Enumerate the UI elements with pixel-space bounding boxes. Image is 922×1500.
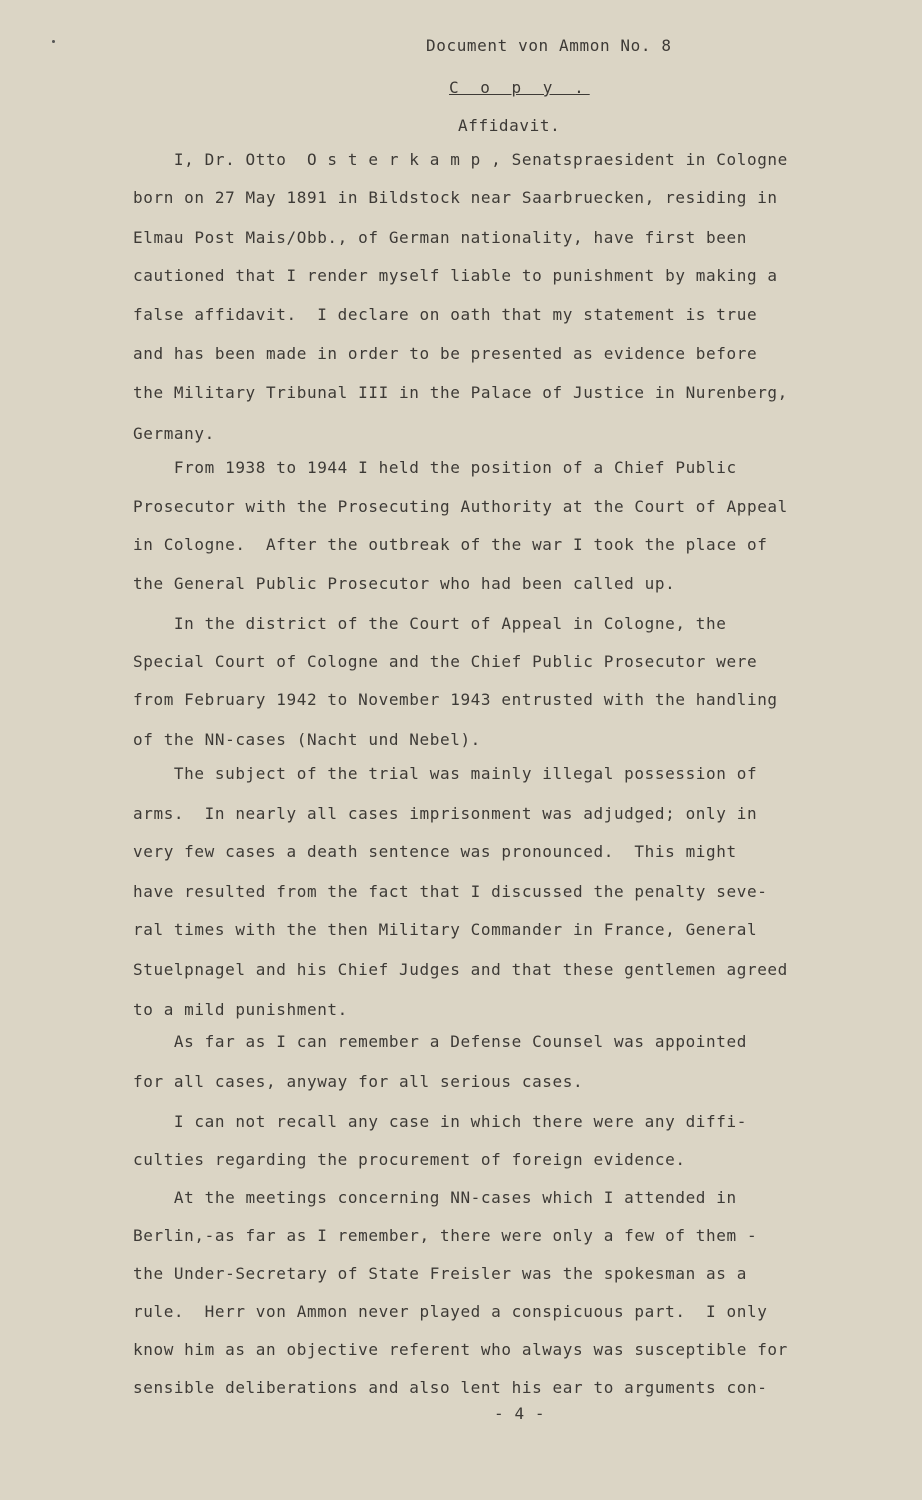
- body-line: ral times with the then Military Commander in France, General: [133, 920, 758, 939]
- body-line: I can not recall any case in which there were any diffi-: [133, 1112, 747, 1131]
- body-line: The subject of the trial was mainly illegal possession of: [133, 764, 758, 783]
- body-line: rule. Herr von Ammon never played a conspicuous part. I only: [133, 1302, 768, 1321]
- body-line: In the district of the Court of Appeal in Cologne, the: [133, 614, 727, 633]
- body-line: to a mild punishment.: [133, 1000, 348, 1019]
- body-line: in Cologne. After the outbreak of the war I took the place of: [133, 535, 768, 554]
- body-line: from February 1942 to November 1943 entrusted with the handling: [133, 690, 778, 709]
- body-line: and has been made in order to be presented as evidence before: [133, 344, 758, 363]
- body-line: At the meetings concerning NN-cases which I attended in: [133, 1188, 737, 1207]
- body-line: Germany.: [133, 424, 215, 443]
- body-line: know him as an objective referent who always was susceptible for: [133, 1340, 788, 1359]
- body-line: arms. In nearly all cases imprisonment was adjudged; only in: [133, 804, 758, 823]
- body-line: Berlin,-as far as I remember, there were only a few of them -: [133, 1226, 758, 1245]
- copy-label: C o p y .: [449, 78, 590, 97]
- body-line: From 1938 to 1944 I held the position of a Chief Public: [133, 458, 737, 477]
- body-line: for all cases, anyway for all serious cases.: [133, 1072, 584, 1091]
- body-line: Stuelpnagel and his Chief Judges and that these gentlemen agreed: [133, 960, 788, 979]
- body-line: the General Public Prosecutor who had been called up.: [133, 574, 676, 593]
- body-line: I, Dr. Otto O s t e r k a m p , Senatspraesident in Cologne: [133, 150, 788, 169]
- body-line: the Military Tribunal III in the Palace of Justice in Nurenberg,: [133, 383, 788, 402]
- body-line: Prosecutor with the Prosecuting Authority at the Court of Appeal: [133, 497, 788, 516]
- body-line: cautioned that I render myself liable to punishment by making a: [133, 266, 778, 285]
- body-line: sensible deliberations and also lent his ear to arguments con-: [133, 1378, 768, 1397]
- body-line: culties regarding the procurement of foreign evidence.: [133, 1150, 686, 1169]
- body-line: Elmau Post Mais/Obb., of German nationality, have first been: [133, 228, 747, 247]
- paper-speck: [52, 40, 55, 43]
- body-line: born on 27 May 1891 in Bildstock near Saarbruecken, residing in: [133, 188, 778, 207]
- body-line: false affidavit. I declare on oath that my statement is true: [133, 305, 758, 324]
- body-line: have resulted from the fact that I discussed the penalty seve-: [133, 882, 768, 901]
- body-line: of the NN-cases (Nacht und Nebel).: [133, 730, 481, 749]
- document-reference: Document von Ammon No. 8: [426, 36, 672, 55]
- page-number: - 4 -: [494, 1404, 546, 1423]
- body-line: Special Court of Cologne and the Chief Public Prosecutor were: [133, 652, 758, 671]
- document-title: Affidavit.: [458, 116, 561, 135]
- body-line: As far as I can remember a Defense Counsel was appointed: [133, 1032, 747, 1051]
- body-line: very few cases a death sentence was pronounced. This might: [133, 842, 737, 861]
- body-line: the Under-Secretary of State Freisler was the spokesman as a: [133, 1264, 747, 1283]
